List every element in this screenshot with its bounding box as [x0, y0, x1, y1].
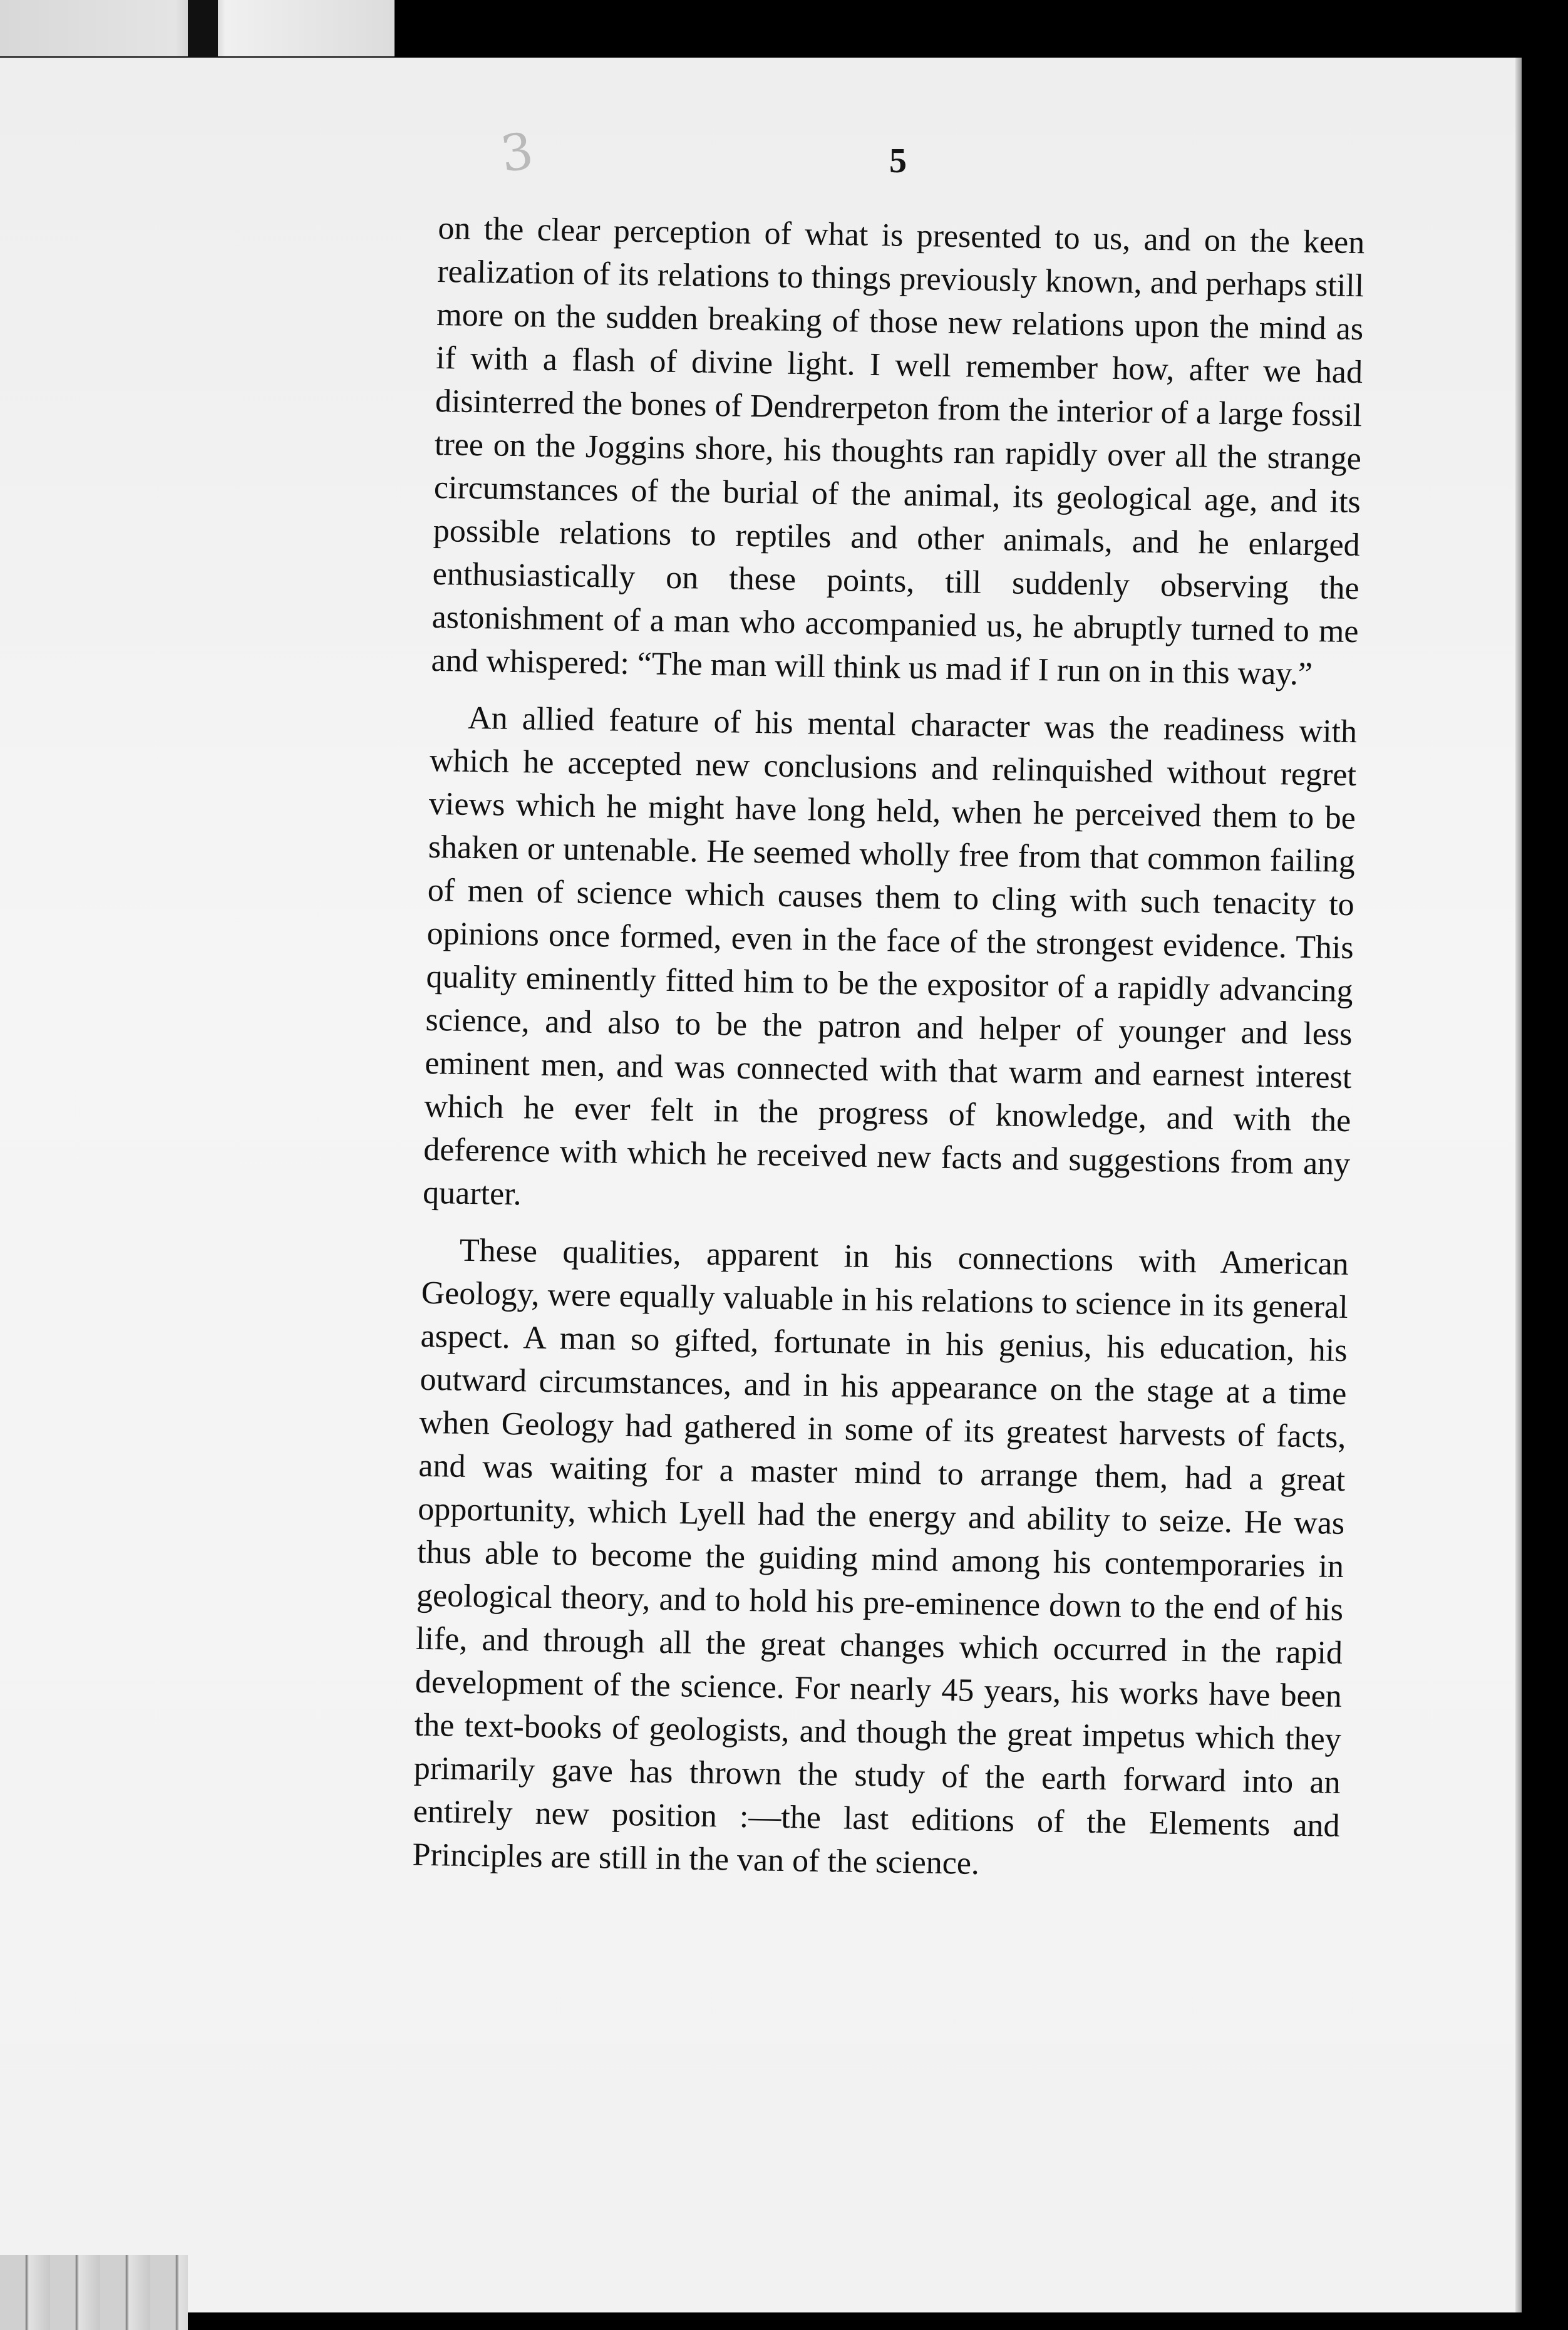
- text-body: [412, 207, 1365, 1905]
- scanner-mark: [188, 0, 218, 58]
- paragraph-2: An allied feature of his mental character was the readiness with which he accepted new conclusions and relinquished without regret views which he might have long held, when he perceived them to be shaken or untenable. He seemed wholly free from that common failing of men of science which causes them to cling with such tenacity to opinions once formed, even in the face of the strongest evidence. This quality eminently fitted him to be the expositor of a rapidly advancing science, and also to be the patron and helper of younger and less eminent men, and was connected with that warm and earnest interest which he ever felt in the progress of knowledge, and with the deference with which he received new facts and suggestions from any quarter.: [422, 700, 1358, 1213]
- paragraph-3: These qualities, apparent in his connections with American Geology, were equally valuable in his relations to science in its general aspect. A man so gifted, fortunate in his genius, his education, his outward circumstances, and in his appearance on the stage at a time when Geology had gathered in some of its greatest harvests of facts, and was waiting for a master mind to arrange them, had a great opportunity, which Lyell had the energy and ability to seize. He was thus able to become the guiding mind among his contemporaries in geological theory, and to hold his pre-eminence down to the end of his life, and through all the great changes which occurred in the rapid development of the science. For nearly 45 years, his works have been the text-books of geologists, and though the great impetus which they primarily gave has thrown the study of the earth forward into an entirely new position :—the last editions of the Elements and Principles are still in the van of the science.: [412, 1232, 1349, 1882]
- page-number: 5: [889, 142, 907, 180]
- pencil-mark: 3: [497, 121, 537, 184]
- paragraph-1: on the clear perception of what is presented to us, and on the keen realization of its relations to things previously known, and perhaps still more on the sudden breaking of those new relations upon the mind as if with a flash of divine light. I well remember how, after we had disinterred the bones of Dendrerpeton from the interior of a large fossil tree on the Joggins shore, his thoughts ran rapidly over all the strange circumstances of the burial of the animal, its geological age, and its possible relations to reptiles and other animals, and he enlarged enthusiastically on these points, till suddenly observing the astonishment of a man who accompanied us, he abruptly turned to me and whispered: “The man will think us mad if I run on in this way.”: [431, 210, 1365, 693]
- scanner-strip-bottom: [0, 2255, 188, 2330]
- page-edge-shadow: [1515, 58, 1522, 2312]
